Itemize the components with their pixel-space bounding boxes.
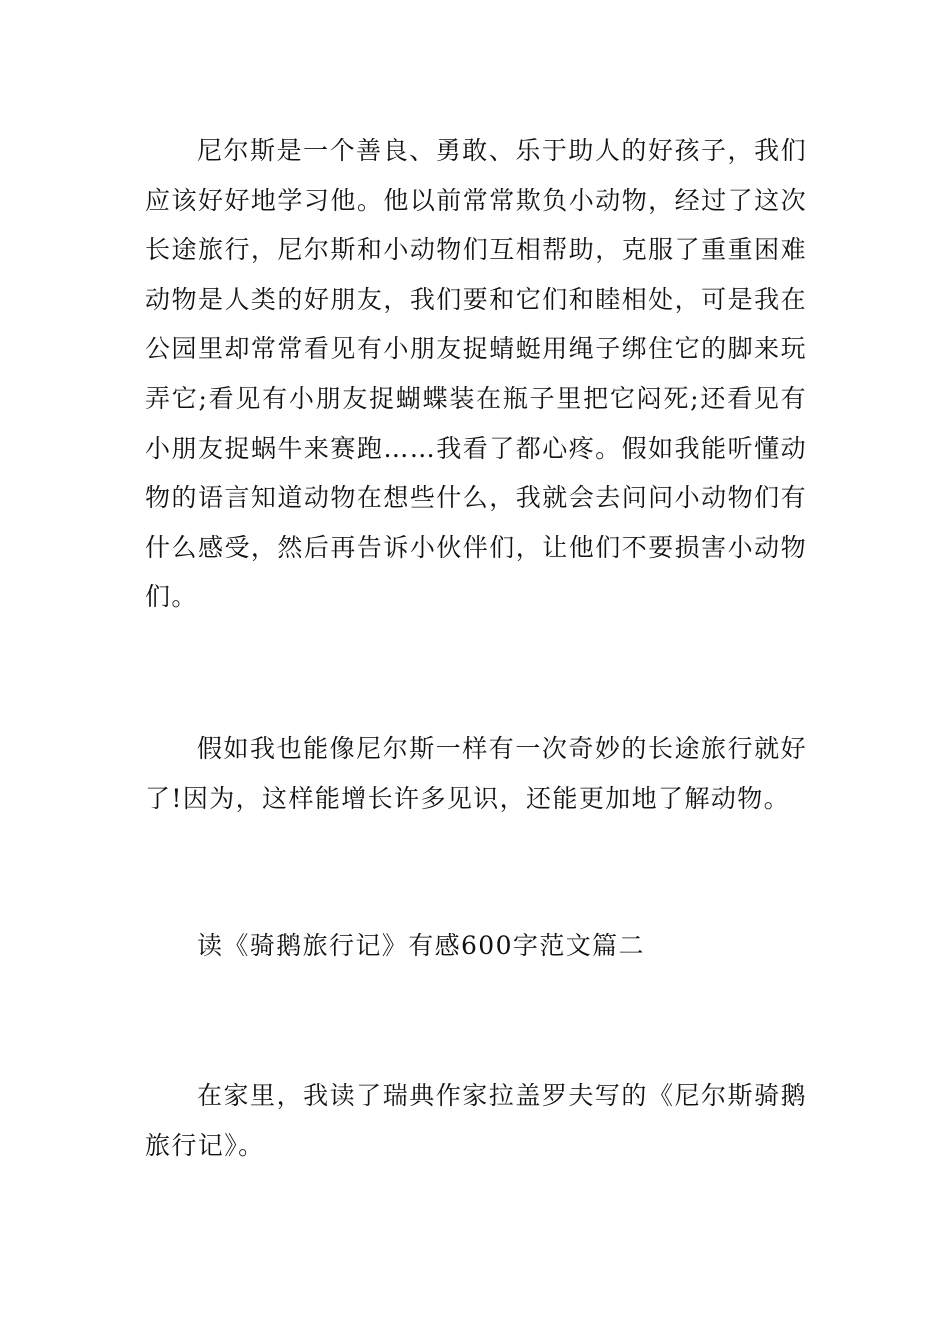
section-heading: 读《骑鹅旅行记》有感600字范文篇二 [197,931,645,960]
body-paragraph: 在家里，我读了瑞典作家拉盖罗夫写的《尼尔斯骑鹅旅行记》。 [145,1081,807,1160]
body-paragraph: 假如我也能像尼尔斯一样有一次奇妙的长途旅行就好了!因为，这样能增长许多见识，还能更加地了解动物。 [145,734,807,813]
body-paragraph: 尼尔斯是一个善良、勇敢、乐于助人的好孩子，我们应该好好地学习他。他以前常常欺负小动物，经过了这次长途旅行，尼尔斯和小动物们互相帮助，克服了重重困难动物是人类的好朋友，我们要和它们和睦相处，可是我在公园里却常常看见有小朋友捉蜻蜓用绳子绑住它的脚来玩弄它;看见有小朋友捉蝴蝶装在瓶子里把它闷死;还看见有小朋友捉蜗牛来赛跑……我看了都心疼。假如我能听懂动物的语言知道动物在想些什么，我就会去问问小动物们有什么感受，然后再告诉小伙伴们，让他们不要损害小动物们。 [145,136,807,612]
